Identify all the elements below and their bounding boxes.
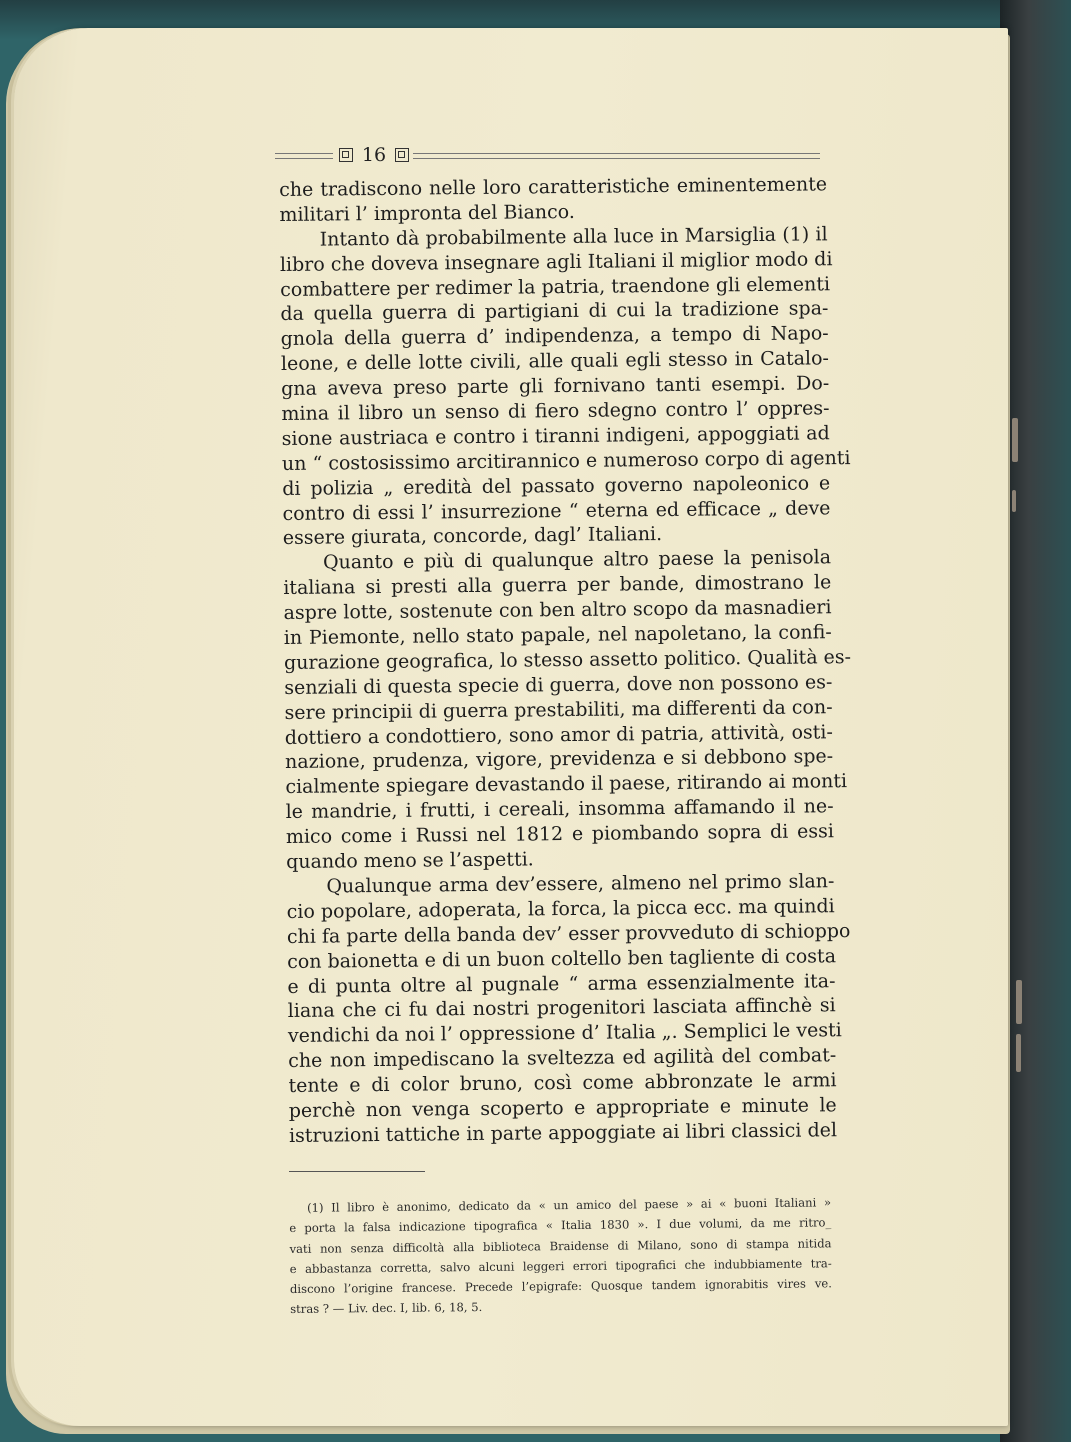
body-line: le mandrie, i frutti, i cereali, insomma affamando il ne- bbox=[285, 795, 834, 824]
body-line: italiana si presti alla guerra per bande, dimostrano le bbox=[283, 571, 832, 600]
book-spine-edge bbox=[1000, 0, 1071, 1442]
footnote-line: e porta la falsa indicazione tipografica « Italia 1830 ». I due volumi, da me ritro_ bbox=[289, 1215, 832, 1236]
page-number: 16 bbox=[361, 144, 387, 166]
body-line: aspre lotte, sostenute con ben altro scopo da masnadieri bbox=[283, 596, 832, 625]
body-line: tente e di color bruno, così come abbronzate le armi bbox=[288, 1069, 837, 1098]
binding-mark bbox=[1012, 490, 1016, 512]
binding-mark bbox=[1016, 1034, 1021, 1072]
header-rule-right bbox=[413, 153, 820, 159]
body-text bbox=[279, 172, 852, 1148]
body-line: dottiero a condottiero, sono amor di patria, attività, osti- bbox=[284, 720, 833, 749]
body-line: Quanto e più di qualunque altro paese la penisola bbox=[322, 546, 832, 574]
body-line: militari l’ impronta del Bianco. bbox=[279, 200, 575, 226]
body-line: mico come i Russi nel 1812 e piombando sopra di essi bbox=[285, 820, 834, 849]
body-line: essere giurata, concorde, dagl’ Italiani. bbox=[282, 523, 663, 550]
footnote bbox=[289, 1192, 832, 1319]
boxed-square-ornament-icon bbox=[395, 148, 409, 162]
body-line: Intanto dà probabilmente alla luce in Marsiglia (1) il bbox=[319, 223, 828, 251]
body-line: gurazione geografica, lo stesso assetto politico. Qualità es- bbox=[283, 645, 852, 674]
body-line: leone, e delle lotte civili, alle quali egli stesso in Catalo- bbox=[280, 347, 830, 376]
footnote-line: stras ? — Liv. dec. I, lib. 6, 18, 5. bbox=[290, 1300, 483, 1317]
body-line: che non impediscano la sveltezza ed agilità del combat- bbox=[288, 1044, 837, 1073]
footnote-rule bbox=[289, 1171, 425, 1172]
body-line: cio popolare, adoperata, la forca, la picca ecc. ma quindi bbox=[286, 895, 835, 923]
body-line: Qualunque arma dev’essere, almeno nel primo slan- bbox=[326, 870, 835, 898]
body-line: e di punta oltre al pugnale “ arma essenzialmente ita- bbox=[287, 969, 836, 998]
body-line: gnola della guerra d’ indipendenza, a tempo di Napo- bbox=[280, 322, 829, 351]
footnote-line: discono l’origine francese. Precede l’epigrafe: Quosque tandem ignorabitis vires ve. bbox=[289, 1276, 832, 1297]
body-line: liana che ci fu dai nostri progenitori lasciata affinchè si bbox=[287, 994, 836, 1023]
body-line: che tradiscono nelle loro caratteristiche eminentemente bbox=[279, 173, 828, 201]
body-line: in Piemonte, nello stato papale, nel napoletano, la confi- bbox=[283, 621, 832, 650]
body-line: combattere per redimer la patria, traendone gli elementi bbox=[280, 272, 831, 301]
body-line: un “ costosissimo arcitirannico e numeroso corpo di agenti bbox=[281, 446, 851, 475]
footnote-line: vati non senza difficoltà alla biblioteca Braidense di Milano, sono di stampa nitida bbox=[289, 1235, 832, 1256]
running-header bbox=[275, 140, 820, 170]
body-line: quando meno se l’aspetti. bbox=[286, 848, 534, 874]
body-line: perchè non venga scoperto e appropriate e minute le bbox=[288, 1094, 837, 1122]
boxed-square-ornament-icon bbox=[339, 148, 353, 162]
body-line: sere principii di guerra prestabiliti, ma differenti da con- bbox=[284, 695, 833, 724]
body-line: contro di essi l’ insurrezione “ eterna ed efficace „ deve bbox=[282, 496, 831, 525]
folio bbox=[339, 140, 409, 170]
footnote-line: e abbastanza corretta, salvo alcuni leggeri errori tipografici che indubbiamente tra- bbox=[289, 1256, 832, 1276]
body-line: istruzioni tattiche in parte appoggiate ai libri classici del bbox=[288, 1119, 838, 1147]
body-line: mina il libro un senso di fiero sdegno contro l’ oppres- bbox=[281, 397, 830, 426]
footnote-line: (1) Il libro è anonimo, dedicato da « un amico del paese » ai « buoni Italiani » bbox=[307, 1195, 832, 1215]
body-line: vendichi da noi l’ oppressione d’ Italia „. Semplici le vesti bbox=[287, 1019, 842, 1048]
body-line: gna aveva preso parte gli fornivano tanti esempi. Do- bbox=[281, 372, 830, 401]
body-line: cialmente spiegare devastando il paese, ritirando ai monti bbox=[285, 770, 848, 799]
body-line: da quella guerra di partigiani di cui la tradizione spa- bbox=[280, 297, 829, 326]
body-line: con baionetta e di un buon coltello ben tagliente di costa bbox=[287, 944, 837, 973]
body-line: nazione, prudenza, vigore, previdenza e si debbono spe- bbox=[285, 745, 834, 774]
body-line: sione austriaca e contro i tiranni indigeni, appoggiati ad bbox=[281, 422, 830, 450]
header-rule-left bbox=[275, 153, 333, 159]
body-line: senziali di questa specie di guerra, dove non possono es- bbox=[284, 671, 833, 699]
binding-mark bbox=[1016, 980, 1022, 1024]
body-line: di polizia „ eredità del passato governo napoleonico e bbox=[282, 471, 831, 500]
body-line: libro che doveva insegnare agli Italiani il miglior modo di bbox=[279, 247, 833, 276]
binding-mark bbox=[1012, 418, 1018, 462]
body-line: chi fa parte della banda dev’ esser provveduto di schioppo bbox=[286, 919, 851, 948]
